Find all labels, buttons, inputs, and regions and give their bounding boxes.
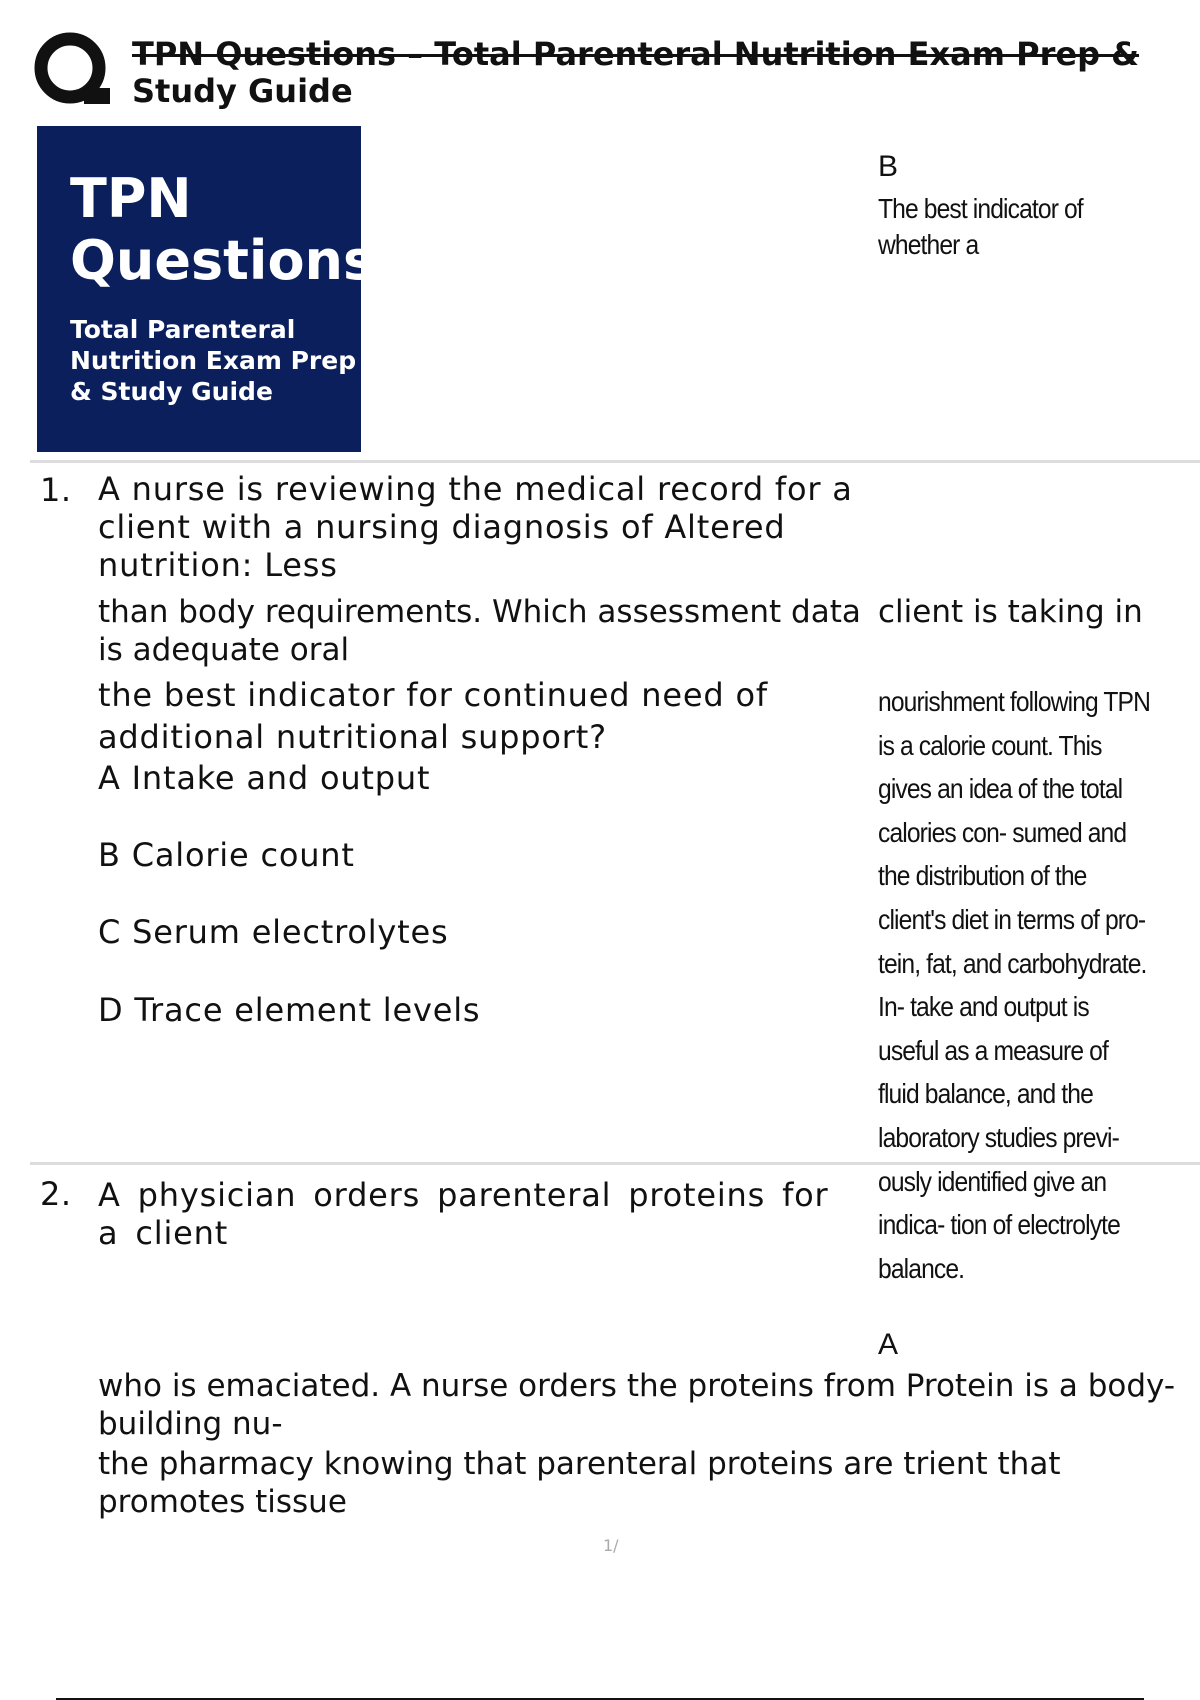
rationale-1-continuation: client is taking in [878, 594, 1143, 630]
question-1-option-b: B Calorie count [98, 836, 355, 874]
section-divider [30, 460, 1200, 463]
cover-subtitle: Total Parenteral Nutrition Exam Prep & Study Guide [70, 315, 357, 406]
section-divider [30, 1162, 1200, 1165]
question-2-text-part2: who is emaciated. A nurse orders the proteins from Protein is a body-building nu- [98, 1368, 1176, 1442]
cover-image [37, 126, 376, 452]
question-2-text-part1: A physician orders parenteral proteins for a client [98, 1176, 829, 1252]
question-1-text-part1: A nurse is reviewing the medical record for a client with a nursing diagnosis of Altered nutrition: Less [98, 470, 853, 584]
question-1-option-d: D Trace element levels [98, 991, 481, 1029]
question-1-option-c: C Serum electrolytes [98, 913, 449, 951]
title-line-1: TPN Questions – Total Parenteral Nutrition Exam Prep & [132, 35, 1140, 73]
question-2-text-part3: the pharmacy knowing that parenteral proteins are trient that promotes tissue [98, 1446, 1061, 1520]
rationale-1-text: nourishment following TPN is a calorie count. This gives an idea of the total calories con- sumed and the distribution of the client's diet in terms of pro- tein, fat, and carbohydrate. In- take and output is useful as a measure of fluid balance, and the laboratory studies previ- ously identified give an indica- tion of electrolyte balance. [878, 686, 1151, 1284]
question-1-option-a: A Intake and output [98, 759, 431, 797]
question-2-number: 2. [40, 1175, 72, 1213]
answer-2-letter: A [878, 1328, 899, 1361]
question-1-number: 1. [40, 471, 72, 509]
rationale-1-intro: The best indicator of whether a [878, 193, 1083, 260]
title-line-2: Study Guide [132, 72, 353, 110]
page-number: 1/ [603, 1536, 619, 1555]
document-title [132, 36, 1172, 110]
question-1-text-part2: than body requirements. Which assessment data is adequate oral [98, 594, 861, 668]
answer-1-letter: B [878, 150, 899, 183]
logo-q-icon [32, 30, 112, 110]
question-1-text-part3: the best indicator for continued need of additional nutritional support? [98, 676, 768, 756]
cover-title: TPN Questions [70, 167, 376, 292]
